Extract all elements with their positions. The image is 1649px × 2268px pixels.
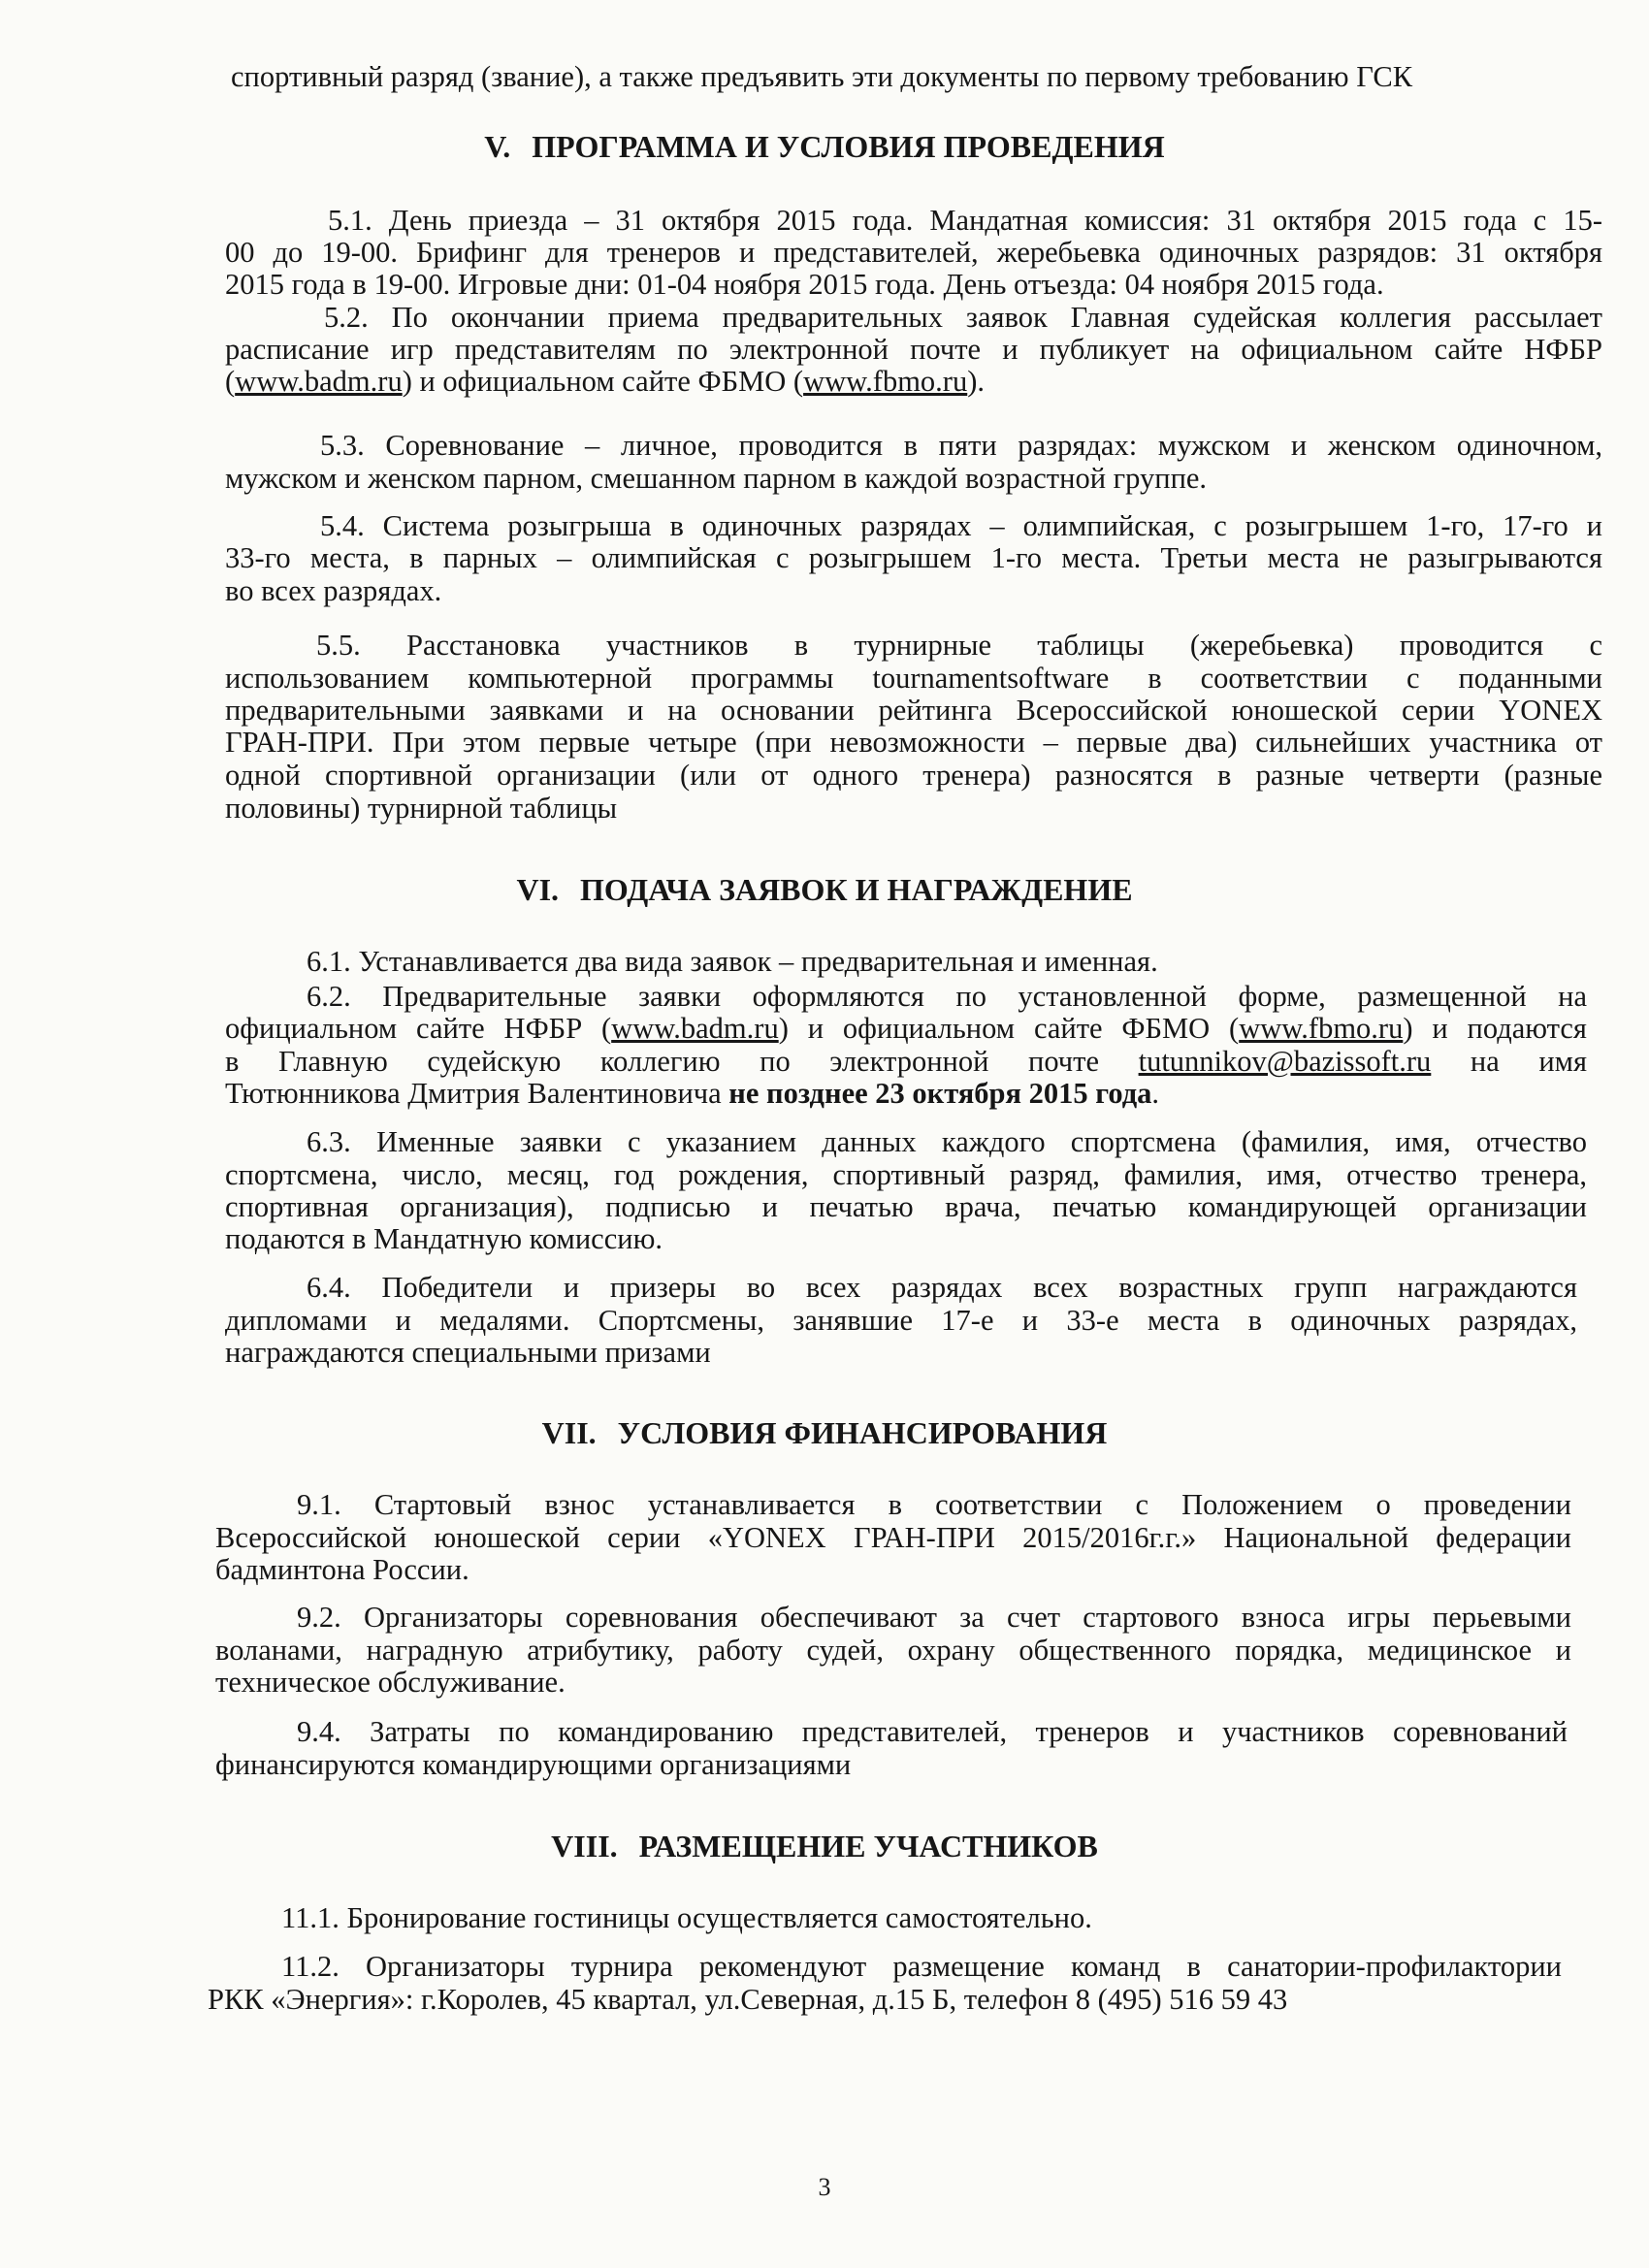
text-line: 9.2. Организаторы соревнования обеспечивают за счет стартового взноса игры перьевыми [297, 1601, 1571, 1634]
text-line: 5.3. Соревнование – личное, проводится в пяти разрядах: мужском и женском одиночном, [320, 429, 1602, 462]
link-badm-2[interactable]: www.badm.ru [611, 1012, 779, 1045]
link-badm[interactable]: www.badm.ru [235, 365, 403, 398]
text-line: 9.1. Стартовый взнос устанавливается в соответствии с Положением о проведении [297, 1488, 1571, 1521]
text-line: 33-го места, в парных – олимпийская с розыгрышем 1-го места. Третьи места не разыгрываются [225, 541, 1602, 574]
link-email[interactable]: tutunnikov@bazissoft.ru [1138, 1045, 1432, 1078]
text-line: использованием компьютерной программы tournamentsoftware в соответствии с поданными [225, 662, 1602, 695]
page-number: 3 [818, 2173, 831, 2201]
text-line: техническое обслуживание. [215, 1666, 566, 1699]
text-line: 6.3. Именные заявки с указанием данных каждого спортсмена (фамилия, имя, отчество [307, 1125, 1587, 1158]
section-number: VI. [516, 872, 560, 907]
text-line: дипломами и медалями. Спортсмены, занявшие 17-е и 33-е места в одиночных разрядах, [225, 1304, 1577, 1337]
text-line: награждаются специальными призами [225, 1336, 711, 1369]
text-line: одной спортивной организации (или от одного тренера) разносятся в разные четверти (разные [225, 759, 1602, 792]
continuation-line: спортивный разряд (звание), а также предъявить эти документы по первому требованию ГСК [231, 60, 1413, 93]
text-line: 6.2. Предварительные заявки оформляются по установленной форме, размещенной на [307, 980, 1587, 1013]
text-line: официальном сайте НФБР (www.badm.ru) и официальном сайте ФБМО (www.fbmo.ru) и подаются [225, 1012, 1587, 1045]
section-number: V. [484, 129, 511, 164]
text-line: подаются в Мандатную комиссию. [225, 1222, 663, 1255]
text-line: Тютюнникова Дмитрия Валентиновича не позднее 23 октября 2015 года. [225, 1077, 1160, 1110]
text-line: спортсмена, число, месяц, год рождения, спортивный разряд, фамилия, имя, отчество тренера, [225, 1158, 1587, 1191]
text-line: воланами, наградную атрибутику, работу судей, охрану общественного порядка, медицинское и [215, 1634, 1571, 1667]
text-line: бадминтона России. [215, 1553, 469, 1586]
text-line: РКК «Энергия»: г.Королев, 45 квартал, ул.Северная, д.15 Б, телефон 8 (495) 516 59 43 [208, 1983, 1288, 2016]
text-line: 5.2. По окончании приема предварительных заявок Главная судейская коллегия рассылает [324, 301, 1602, 334]
text-line: 00 до 19-00. Брифинг для тренеров и представителей, жеребьевка одиночных разрядов: 31 октября [225, 236, 1602, 269]
text-line: 5.4. Система розыгрыша в одиночных разрядах – олимпийская, с розыгрышем 1-го, 17-го и [320, 509, 1602, 542]
text-line: расписание игр представителям по электронной почте и публикует на официальном сайте НФБР [225, 333, 1602, 366]
text-line: финансируются командирующими организациями [215, 1748, 852, 1781]
section-heading-5 [0, 128, 1649, 165]
text-line: во всех разрядах. [225, 574, 442, 607]
section-title: УСЛОВИЯ ФИНАНСИРОВАНИЯ [617, 1415, 1108, 1450]
text-line: ГРАН-ПРИ. При этом первые четыре (при невозможности – первые два) сильнейших участника от [225, 726, 1602, 759]
text-line: 6.1. Устанавливается два вида заявок – предварительная и именная. [307, 945, 1158, 978]
link-fbmo[interactable]: www.fbmo.ru [803, 365, 968, 398]
section-number: VIII. [551, 1829, 618, 1863]
section-title: РАЗМЕЩЕНИЕ УЧАСТНИКОВ [638, 1829, 1098, 1863]
text-line: предварительными заявками и на основании рейтинга Всероссийской юношеской серии YONEX [225, 694, 1602, 727]
section-number: VII. [541, 1415, 597, 1450]
text-line: 5.5. Расстановка участников в турнирные таблицы (жеребьевка) проводится с [316, 629, 1602, 662]
text-line: 9.4. Затраты по командированию представителей, тренеров и участников соревнований [297, 1715, 1568, 1748]
section-title: ПРОГРАММА И УСЛОВИЯ ПРОВЕДЕНИЯ [532, 129, 1165, 164]
section-heading-8 [0, 1828, 1649, 1864]
text-line: 6.4. Победители и призеры во всех разрядах всех возрастных групп награждаются [307, 1271, 1577, 1304]
text-line: спортивная организация), подписью и печатью врача, печатью командирующей организации [225, 1190, 1587, 1223]
text-line: Всероссийской юношеской серии «YONEX ГРАН-ПРИ 2015/2016г.г.» Национальной федерации [215, 1521, 1571, 1554]
text-line: в Главную судейскую коллегию по электронной почте tutunnikov@bazissoft.ru на имя [225, 1045, 1588, 1078]
section-title: ПОДАЧА ЗАЯВОК И НАГРАЖДЕНИЕ [580, 872, 1133, 907]
deadline-text: не позднее 23 октября 2015 года [728, 1077, 1152, 1110]
text-line: половины) турнирной таблицы [225, 792, 618, 825]
text-line: 11.2. Организаторы турнира рекомендуют размещение команд в санатории-профилактории [281, 1950, 1562, 1983]
text-line: (www.badm.ru) и официальном сайте ФБМО (www.fbmo.ru). [225, 365, 986, 398]
text-line: 5.1. День приезда – 31 октября 2015 года. Мандатная комиссия: 31 октября 2015 года с 15- [328, 204, 1602, 237]
section-heading-7 [0, 1414, 1649, 1451]
text-line: мужском и женском парном, смешанном парном в каждой возрастной группе. [225, 462, 1208, 495]
link-fbmo-2[interactable]: www.fbmo.ru [1239, 1012, 1404, 1045]
text-line: 2015 года в 19-00. Игровые дни: 01-04 ноября 2015 года. День отъезда: 04 ноября 2015 года. [225, 268, 1384, 301]
section-heading-6 [0, 871, 1649, 908]
text-line: 11.1. Бронирование гостиницы осуществляется самостоятельно. [281, 1901, 1092, 1934]
